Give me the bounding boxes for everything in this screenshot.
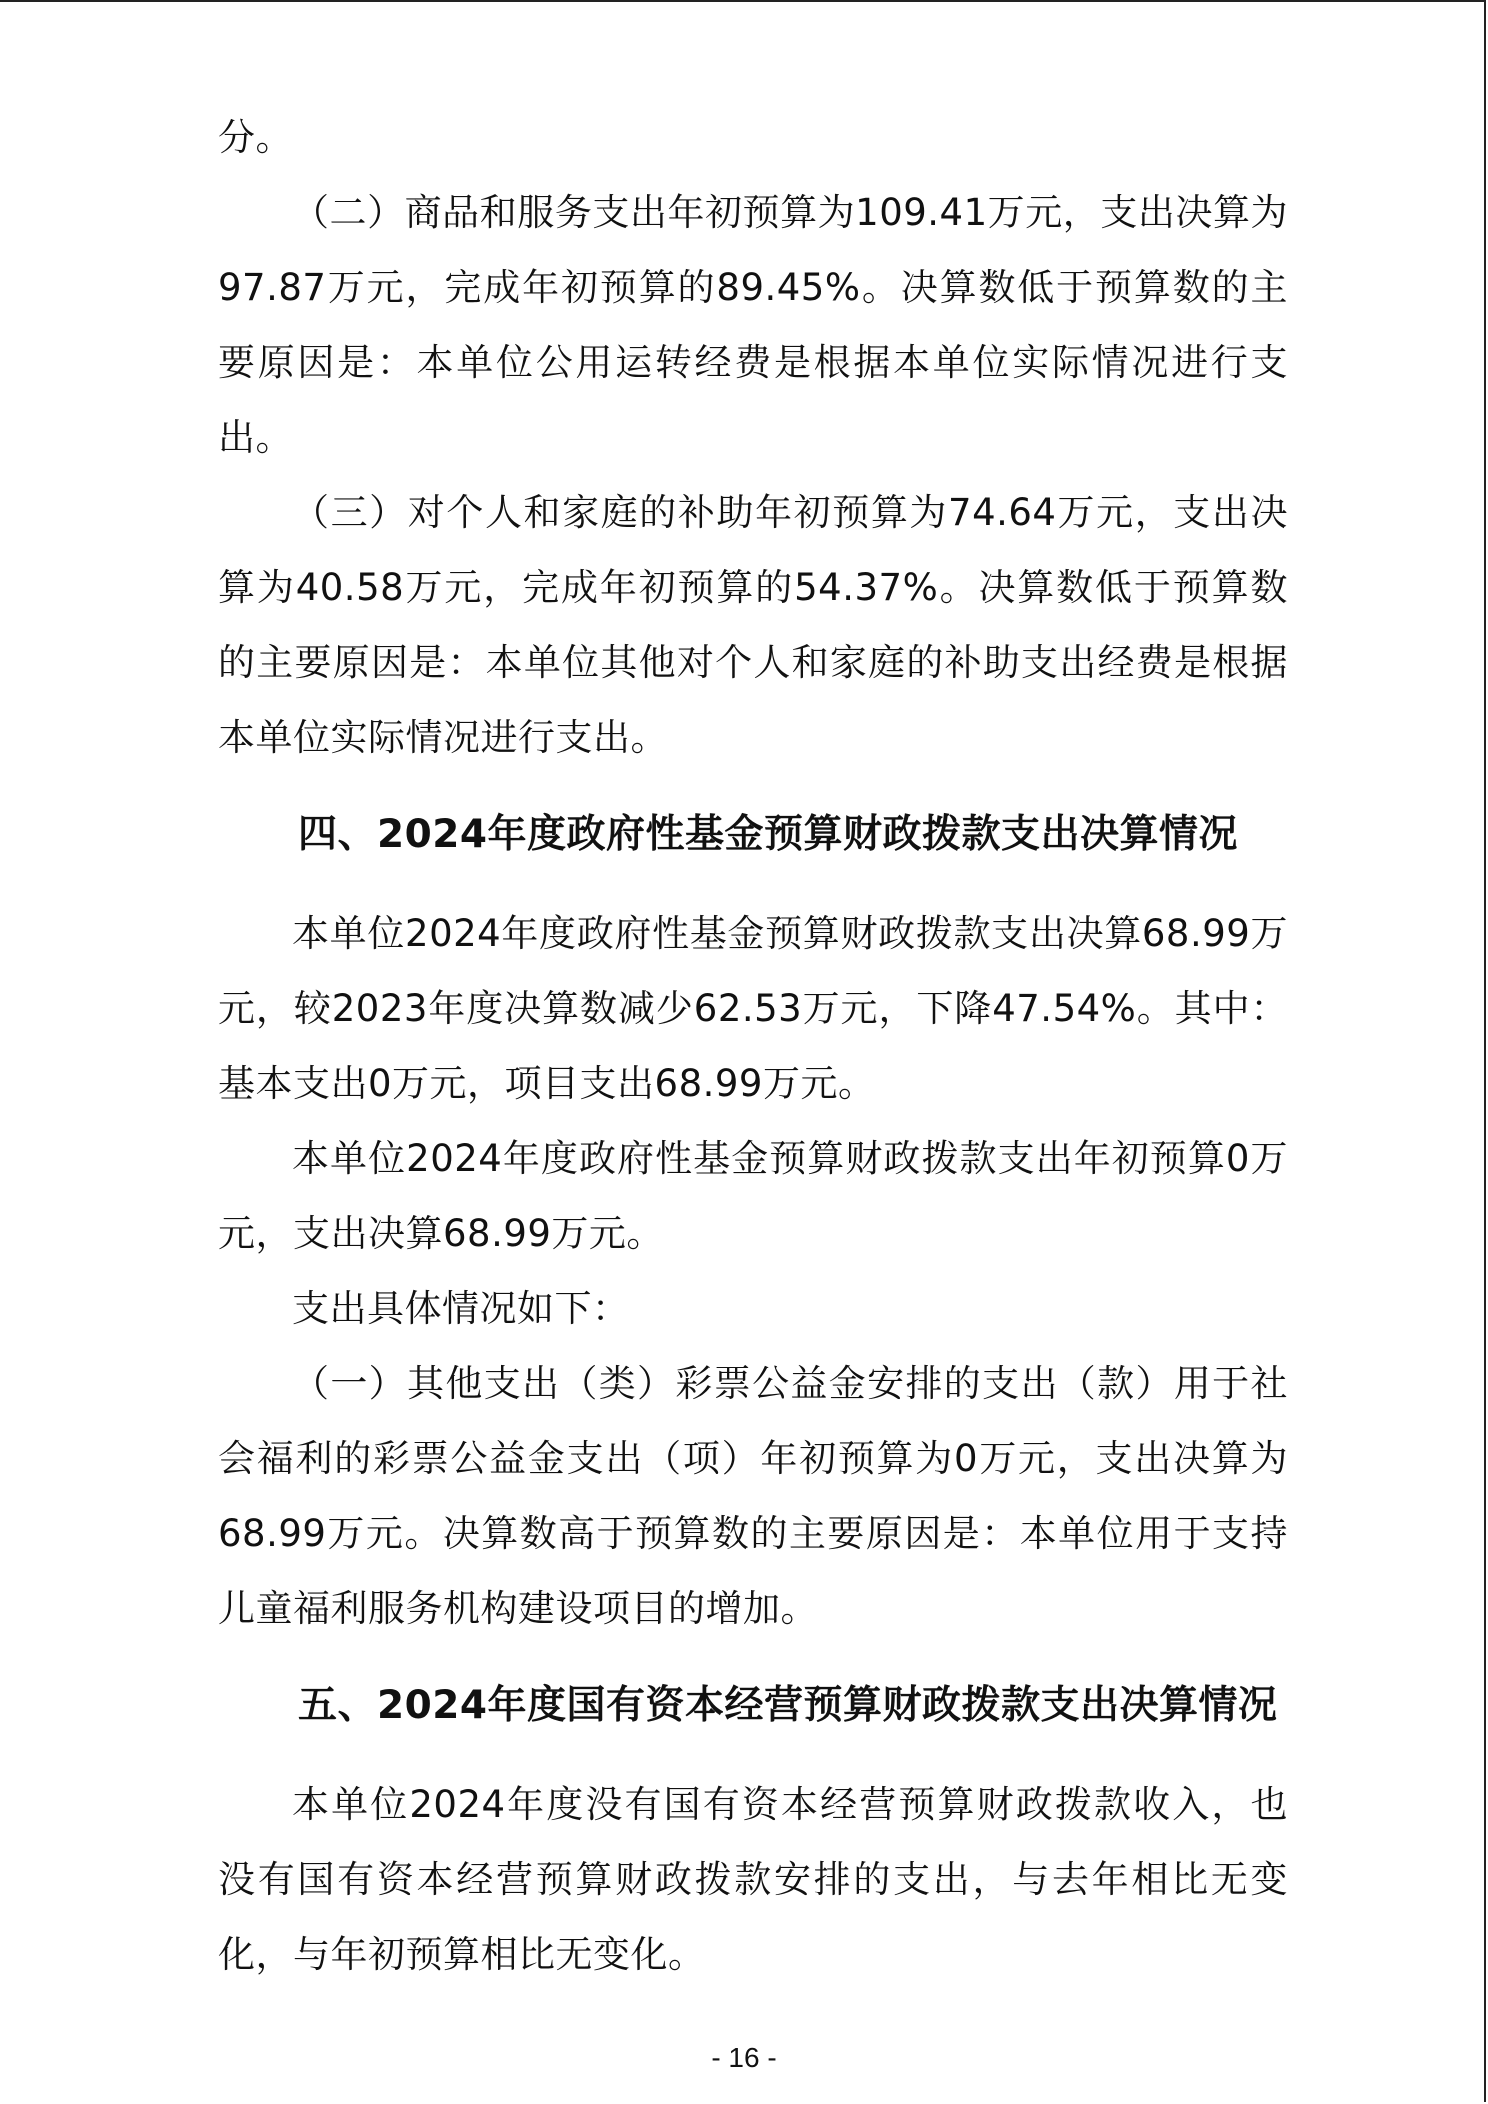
document-body — [218, 100, 1288, 1992]
paragraph-fund-budget-initial: 本单位2024年度政府性基金预算财政拨款支出年初预算0万元，支出决算68.99万元。 — [218, 1137, 1288, 1255]
paragraph-individual-household-subsidy: （三）对个人和家庭的补助年初预算为74.64万元，支出决算为40.58万元，完成年初预算的54.37%。决算数低于预算数的主要原因是：本单位其他对个人和家庭的补助支出经费是根据本单位实际情况进行支出。 — [218, 491, 1288, 759]
paragraph-lottery-welfare: （一）其他支出（类）彩票公益金安排的支出（款）用于社会福利的彩票公益金支出（项）年初预算为0万元，支出决算为68.99万元。决算数高于预算数的主要原因是：本单位用于支持儿童福利服务机构建设项目的增加。 — [218, 1362, 1288, 1630]
paragraph-continuation: 分。 — [218, 116, 293, 159]
paragraph-details-intro: 支出具体情况如下： — [292, 1287, 630, 1330]
paragraph-fund-budget-summary: 本单位2024年度政府性基金预算财政拨款支出决算68.99万元，较2023年度决算数减少62.53万元，下降47.54%。其中：基本支出0万元，项目支出68.99万元。 — [218, 912, 1288, 1105]
section-heading-4: 四、2024年度政府性基金预算财政拨款支出决算情况 — [298, 812, 1239, 857]
paragraph-state-capital: 本单位2024年度没有国有资本经营预算财政拨款收入，也没有国有资本经营预算财政拨款安排的支出，与去年相比无变化，与年初预算相比无变化。 — [218, 1783, 1288, 1976]
section-heading-5: 五、2024年度国有资本经营预算财政拨款支出决算情况 — [298, 1683, 1278, 1728]
paragraph-goods-services: （二）商品和服务支出年初预算为109.41万元，支出决算为97.87万元，完成年初预算的89.45%。决算数低于预算数的主要原因是：本单位公用运转经费是根据本单位实际情况进行支出。 — [218, 191, 1288, 459]
page-number: - 16 - — [711, 2042, 777, 2073]
